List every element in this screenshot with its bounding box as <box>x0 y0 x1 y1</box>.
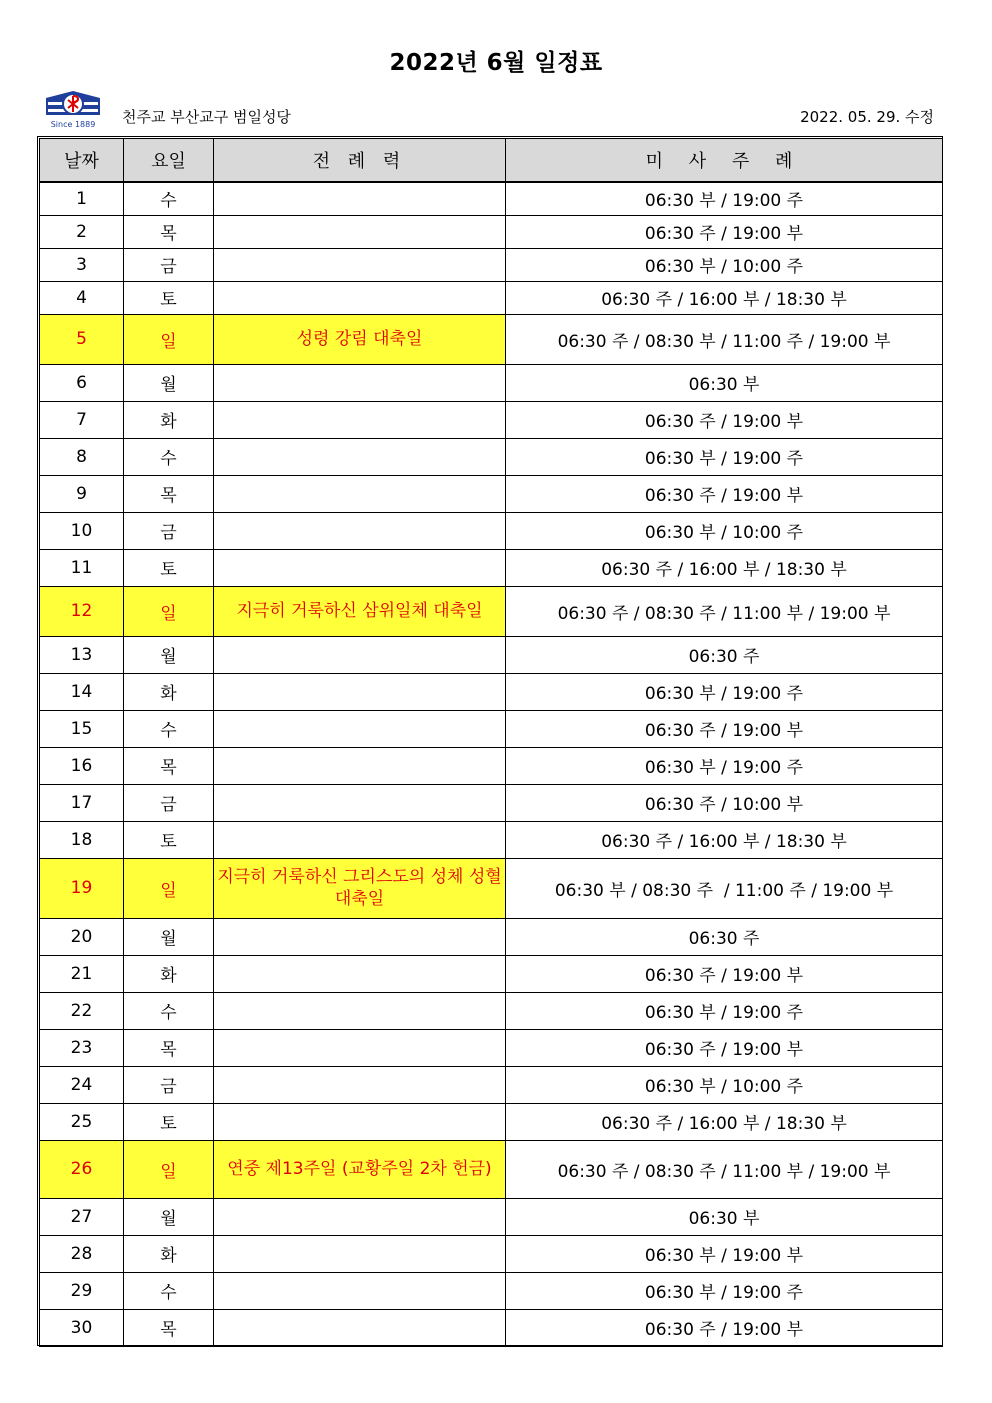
day-cell: 월 <box>124 1198 214 1235</box>
liturgy-cell <box>214 710 506 747</box>
date-cell: 20 <box>40 918 124 955</box>
mass-cell: 06:30 주 / 19:00 부 <box>506 475 943 512</box>
table-row <box>40 314 943 364</box>
day-cell: 월 <box>124 364 214 401</box>
mass-cell: 06:30 부 / 10:00 주 <box>506 512 943 549</box>
date-cell: 6 <box>40 364 124 401</box>
date-cell: 25 <box>40 1103 124 1140</box>
liturgy-cell <box>214 1066 506 1103</box>
liturgy-cell <box>214 215 506 248</box>
header-date: 날짜 <box>40 139 124 183</box>
mass-cell: 06:30 부 / 19:00 주 <box>506 747 943 784</box>
date-cell: 7 <box>40 401 124 438</box>
mass-cell: 06:30 주 / 19:00 부 <box>506 1029 943 1066</box>
revision-date: 2022. 05. 29. 수정 <box>800 108 934 126</box>
day-cell: 토 <box>124 821 214 858</box>
mass-cell: 06:30 부 / 10:00 주 <box>506 1066 943 1103</box>
church-name: 천주교 부산교구 범일성당 <box>122 108 291 126</box>
table-row <box>40 512 943 549</box>
mass-cell: 06:30 부 / 19:00 주 <box>506 182 943 215</box>
date-cell: 2 <box>40 215 124 248</box>
day-cell: 화 <box>124 673 214 710</box>
mass-cell: 06:30 주 / 10:00 부 <box>506 784 943 821</box>
date-cell: 3 <box>40 248 124 281</box>
table-row <box>40 281 943 314</box>
liturgy-cell: 지극히 거룩하신 그리스도의 성체 성혈 대축일 <box>214 858 506 918</box>
liturgy-cell <box>214 992 506 1029</box>
mass-cell: 06:30 주 / 08:30 부 / 11:00 주 / 19:00 부 <box>506 314 943 364</box>
date-cell: 26 <box>40 1140 124 1198</box>
mass-cell: 06:30 주 / 19:00 부 <box>506 1309 943 1346</box>
day-cell: 월 <box>124 636 214 673</box>
mass-cell: 06:30 주 / 16:00 부 / 18:30 부 <box>506 549 943 586</box>
table-row <box>40 747 943 784</box>
day-cell: 일 <box>124 586 214 636</box>
table-row <box>40 636 943 673</box>
day-cell: 금 <box>124 512 214 549</box>
mass-cell: 06:30 주 / 16:00 부 / 18:30 부 <box>506 821 943 858</box>
logo-text: Since 1889 <box>50 120 96 129</box>
table-row <box>40 955 943 992</box>
liturgy-cell <box>214 747 506 784</box>
header-mass: 미 사 주 례 <box>506 139 943 183</box>
liturgy-cell <box>214 821 506 858</box>
table-row <box>40 438 943 475</box>
mass-cell: 06:30 주 / 19:00 부 <box>506 955 943 992</box>
table-row <box>40 1235 943 1272</box>
date-cell: 14 <box>40 673 124 710</box>
header-day: 요일 <box>124 139 214 183</box>
liturgy-cell: 연중 제13주일 (교황주일 2차 헌금) <box>214 1140 506 1198</box>
header-row <box>40 139 943 183</box>
day-cell: 목 <box>124 215 214 248</box>
date-cell: 27 <box>40 1198 124 1235</box>
date-cell: 29 <box>40 1272 124 1309</box>
mass-cell: 06:30 주 / 19:00 부 <box>506 401 943 438</box>
liturgy-cell <box>214 918 506 955</box>
liturgy-cell <box>214 1029 506 1066</box>
day-cell: 일 <box>124 858 214 918</box>
date-cell: 19 <box>40 858 124 918</box>
liturgy-cell: 지극히 거룩하신 삼위일체 대축일 <box>214 586 506 636</box>
table-row <box>40 1198 943 1235</box>
date-cell: 30 <box>40 1309 124 1346</box>
day-cell: 금 <box>124 248 214 281</box>
day-cell: 일 <box>124 314 214 364</box>
table-row <box>40 1272 943 1309</box>
table-row <box>40 821 943 858</box>
table-row <box>40 1029 943 1066</box>
day-cell: 수 <box>124 182 214 215</box>
chi-rho-emblem-icon <box>44 90 102 130</box>
mass-cell: 06:30 주 <box>506 636 943 673</box>
liturgy-cell <box>214 182 506 215</box>
table-row <box>40 1309 943 1346</box>
mass-cell: 06:30 주 / 08:30 주 / 11:00 부 / 19:00 부 <box>506 1140 943 1198</box>
liturgy-cell <box>214 1309 506 1346</box>
day-cell: 토 <box>124 281 214 314</box>
date-cell: 5 <box>40 314 124 364</box>
mass-cell: 06:30 주 / 08:30 주 / 11:00 부 / 19:00 부 <box>506 586 943 636</box>
mass-cell: 06:30 부 <box>506 1198 943 1235</box>
liturgy-cell <box>214 364 506 401</box>
table-row <box>40 248 943 281</box>
liturgy-cell <box>214 549 506 586</box>
mass-cell: 06:30 부 <box>506 364 943 401</box>
liturgy-cell <box>214 1103 506 1140</box>
table-row <box>40 784 943 821</box>
date-cell: 4 <box>40 281 124 314</box>
mass-cell: 06:30 부 / 19:00 부 <box>506 1235 943 1272</box>
table-row <box>40 918 943 955</box>
day-cell: 화 <box>124 401 214 438</box>
day-cell: 토 <box>124 549 214 586</box>
liturgy-cell: 성령 강림 대축일 <box>214 314 506 364</box>
table-row <box>40 858 943 918</box>
schedule-table <box>39 138 943 1347</box>
day-cell: 금 <box>124 1066 214 1103</box>
table-row <box>40 1066 943 1103</box>
liturgy-cell <box>214 1235 506 1272</box>
day-cell: 토 <box>124 1103 214 1140</box>
day-cell: 금 <box>124 784 214 821</box>
mass-cell: 06:30 부 / 19:00 주 <box>506 1272 943 1309</box>
mass-cell: 06:30 주 / 16:00 부 / 18:30 부 <box>506 281 943 314</box>
liturgy-cell <box>214 636 506 673</box>
mass-cell: 06:30 주 / 19:00 부 <box>506 710 943 747</box>
liturgy-cell <box>214 955 506 992</box>
date-cell: 10 <box>40 512 124 549</box>
table-row <box>40 549 943 586</box>
date-cell: 1 <box>40 182 124 215</box>
table-row <box>40 1103 943 1140</box>
day-cell: 수 <box>124 1272 214 1309</box>
date-cell: 16 <box>40 747 124 784</box>
date-cell: 9 <box>40 475 124 512</box>
date-cell: 11 <box>40 549 124 586</box>
day-cell: 월 <box>124 918 214 955</box>
day-cell: 목 <box>124 1029 214 1066</box>
mass-cell: 06:30 주 / 16:00 부 / 18:30 부 <box>506 1103 943 1140</box>
date-cell: 15 <box>40 710 124 747</box>
day-cell: 수 <box>124 992 214 1029</box>
day-cell: 일 <box>124 1140 214 1198</box>
liturgy-cell <box>214 673 506 710</box>
day-cell: 목 <box>124 475 214 512</box>
table-row <box>40 215 943 248</box>
day-cell: 화 <box>124 1235 214 1272</box>
date-cell: 13 <box>40 636 124 673</box>
liturgy-cell <box>214 784 506 821</box>
table-row <box>40 401 943 438</box>
date-cell: 12 <box>40 586 124 636</box>
mass-cell: 06:30 부 / 19:00 주 <box>506 673 943 710</box>
liturgy-cell <box>214 1272 506 1309</box>
table-row <box>40 182 943 215</box>
mass-cell: 06:30 부 / 19:00 주 <box>506 438 943 475</box>
date-cell: 28 <box>40 1235 124 1272</box>
day-cell: 수 <box>124 438 214 475</box>
table-row <box>40 364 943 401</box>
liturgy-cell <box>214 248 506 281</box>
table-row <box>40 586 943 636</box>
day-cell: 목 <box>124 1309 214 1346</box>
date-cell: 8 <box>40 438 124 475</box>
mass-cell: 06:30 주 / 19:00 부 <box>506 215 943 248</box>
table-row <box>40 992 943 1029</box>
table-row <box>40 673 943 710</box>
page-title: 2022년 6월 일정표 <box>389 50 603 76</box>
mass-cell: 06:30 부 / 19:00 주 <box>506 992 943 1029</box>
liturgy-cell <box>214 281 506 314</box>
table-row <box>40 710 943 747</box>
liturgy-cell <box>214 438 506 475</box>
table-row <box>40 475 943 512</box>
date-cell: 18 <box>40 821 124 858</box>
day-cell: 목 <box>124 747 214 784</box>
date-cell: 23 <box>40 1029 124 1066</box>
liturgy-cell <box>214 401 506 438</box>
day-cell: 수 <box>124 710 214 747</box>
mass-cell: 06:30 부 / 10:00 주 <box>506 248 943 281</box>
date-cell: 21 <box>40 955 124 992</box>
mass-cell: 06:30 부 / 08:30 주 / 11:00 주 / 19:00 부 <box>506 858 943 918</box>
header-liturgy: 전 례 력 <box>214 139 506 183</box>
table-row <box>40 1140 943 1198</box>
liturgy-cell <box>214 1198 506 1235</box>
liturgy-cell <box>214 512 506 549</box>
date-cell: 17 <box>40 784 124 821</box>
schedule-body <box>40 182 943 1346</box>
day-cell: 화 <box>124 955 214 992</box>
date-cell: 22 <box>40 992 124 1029</box>
mass-cell: 06:30 주 <box>506 918 943 955</box>
date-cell: 24 <box>40 1066 124 1103</box>
liturgy-cell <box>214 475 506 512</box>
